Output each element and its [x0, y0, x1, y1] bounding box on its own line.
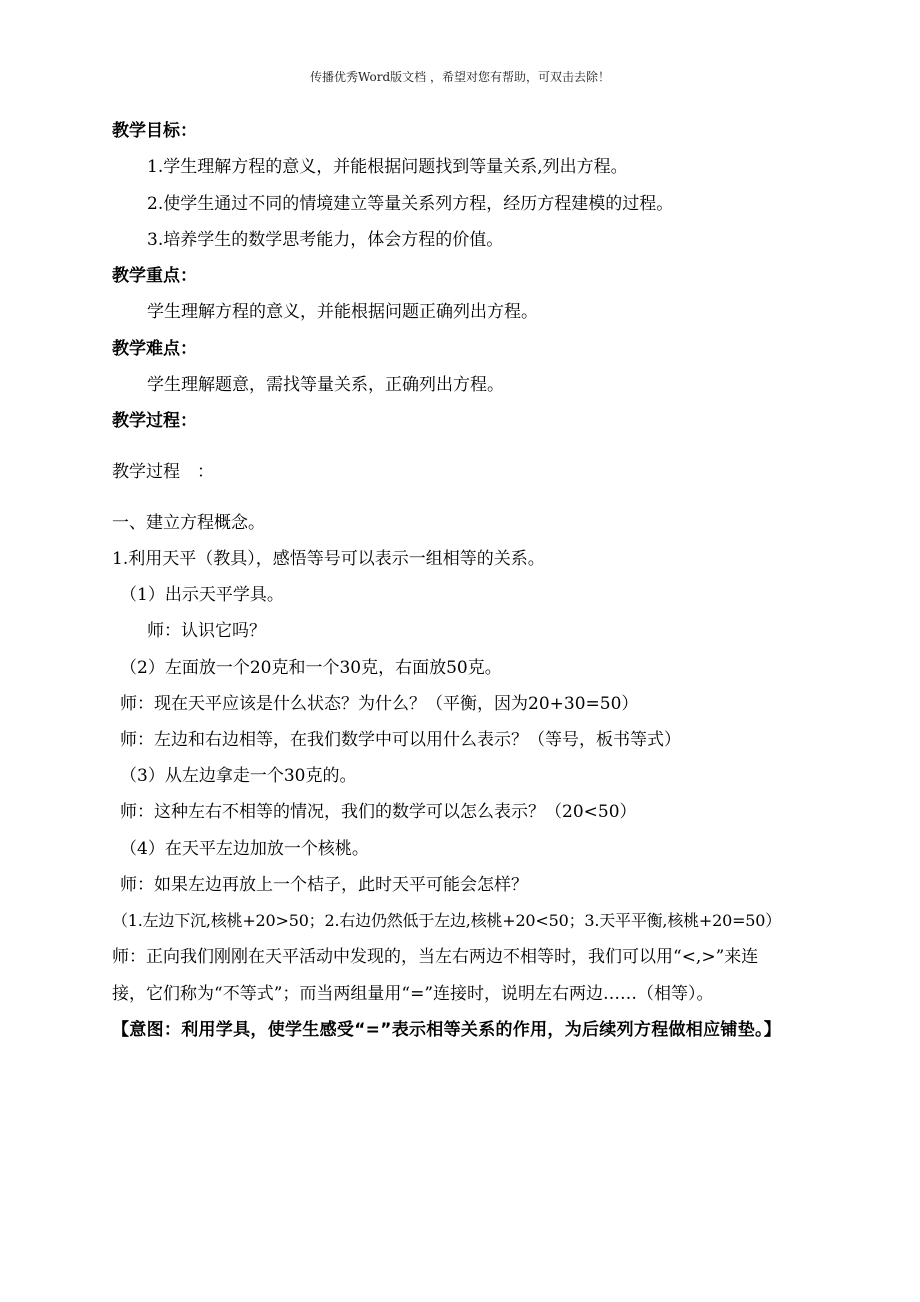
goal-item-1: 1.学生理解方程的意义，并能根据问题找到等量关系,列出方程。: [147, 157, 628, 177]
difficulty-text: 学生理解题意，需找等量关系，正确列出方程。: [147, 375, 504, 395]
process-title: 教学过程：: [112, 411, 197, 431]
intent-note: 【意图：利用学具，使学生感受“=”表示相等关系的作用，为后续列方程做相应铺垫。】: [112, 1020, 782, 1040]
process-line: 师：左边和右边相等，在我们数学中可以用什么表示？（等号，板书等式）: [120, 730, 681, 750]
process-line: （2）左面放一个20克和一个30克，右面放50克。: [120, 658, 502, 678]
process-line: （1）出示天平学具。: [120, 585, 284, 605]
process-line: （3）从左边拿走一个30克的。: [120, 766, 357, 786]
process-line: 师：正向我们刚刚在天平活动中发现的，当左右两边不相等时，我们可以用“<,>”来连: [112, 947, 759, 967]
process-line: 师：这种左右不相等的情况，我们的数学可以怎么表示？（20<50）: [120, 802, 637, 822]
goal-item-2: 2.使学生通过不同的情境建立等量关系列方程，经历方程建模的过程。: [147, 194, 674, 214]
process-line: （1.左边下沉,核桃+20>50；2.右边仍然低于左边,核桃+20<50；3.天平平衡,核桃+20=50）: [112, 911, 782, 930]
key-point-title: 教学重点：: [112, 266, 197, 286]
goals-title: 教学目标：: [112, 121, 197, 141]
process-line: 接，它们称为“不等式”；而当两组量用“=”连接时，说明左右两边……（相等）。: [112, 984, 714, 1004]
process-subtitle: 教学过程 ：: [112, 462, 214, 482]
goal-item-3: 3.培养学生的数学思考能力，体会方程的价值。: [147, 230, 504, 250]
section-1-heading: 一、建立方程概念。: [112, 513, 265, 533]
process-line: 师：如果左边再放上一个桔子，此时天平可能会怎样？: [120, 875, 528, 895]
step-1: 1.利用天平（教具），感悟等号可以表示一组相等的关系。: [112, 549, 545, 569]
page-header-note: 传播优秀Word版文档 ，希望对您有帮助，可双击去除！: [310, 70, 610, 84]
process-line: 师：认识它吗？: [147, 621, 266, 641]
process-line: 师：现在天平应该是什么状态？为什么？（平衡，因为20+30=50）: [120, 694, 639, 714]
key-point-text: 学生理解方程的意义，并能根据问题正确列出方程。: [147, 302, 538, 322]
process-line: （4）在天平左边加放一个核桃。: [120, 839, 369, 859]
difficulty-title: 教学难点：: [112, 339, 197, 359]
